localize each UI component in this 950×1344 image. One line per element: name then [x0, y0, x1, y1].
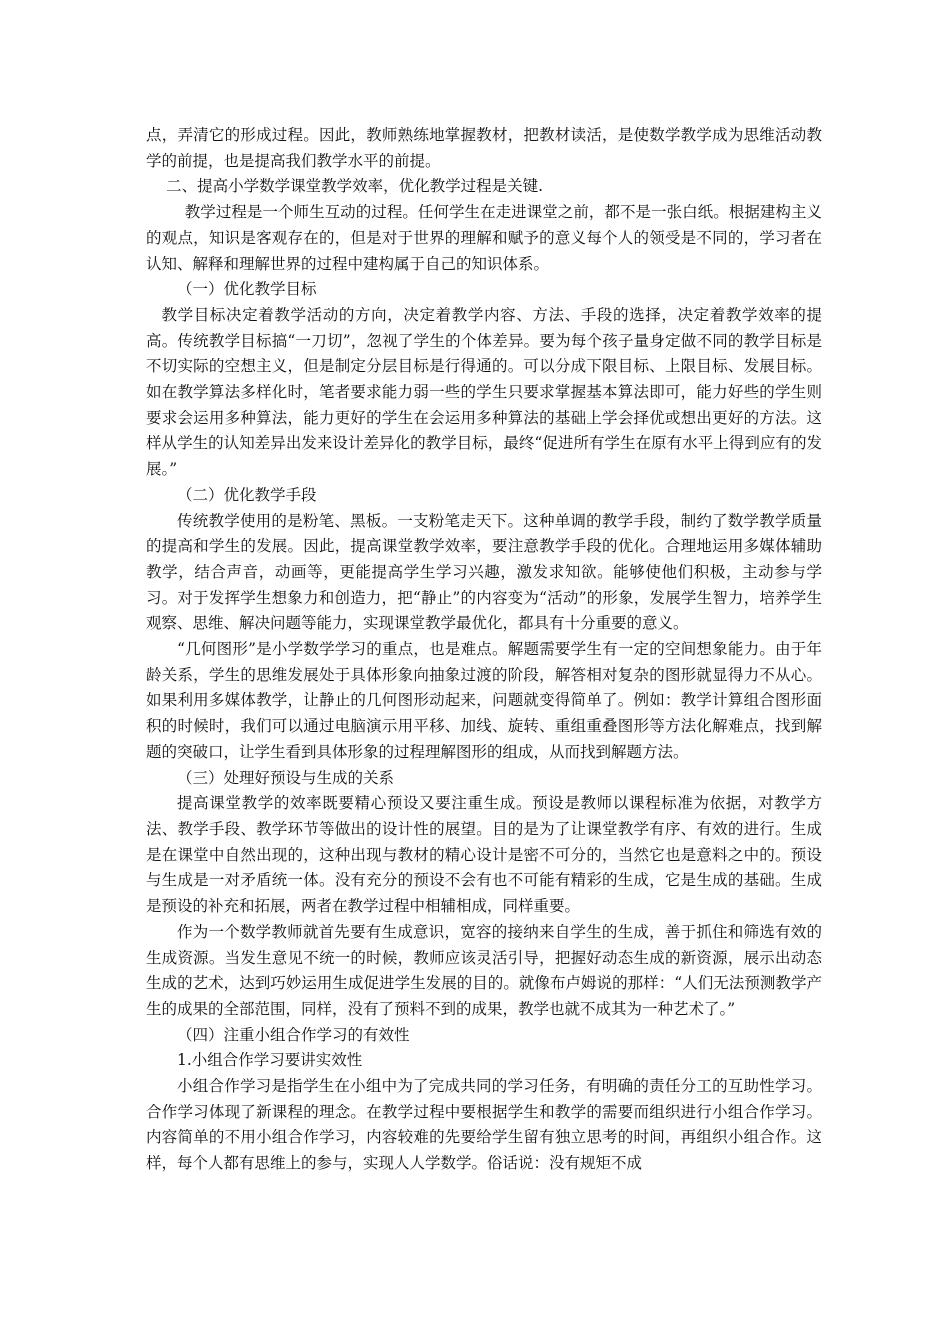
- paragraph-teaching-means: 传统教学使用的是粉笔、黑板。一支粉笔走天下。这种单调的教学手段，制约了数学教学质量的提高和学生的发展。因此，提高课堂教学效率，要注意教学手段的优化。合理地运用多媒体辅助教学，结合声音，动画等，更能提高学生学习兴趣，激发求知欲。能够使他们积极，主动参与学习。对于发挥学生想象力和创造力，把“静止”的内容变为“活动”的形象，发展学生智力，培养学生观察、思维、解决问题等能力，实现课堂教学最优化，都具有十分重要的意义。: [146, 511, 822, 633]
- document-page: [146, 123, 822, 1177]
- paragraph-teaching-process: 教学过程是一个师生互动的过程。任何学生在走进课堂之前，都不是一张白纸。根据建构主义的观点，知识是客观存在的，但是对于世界的理解和赋予的意义每个人的领受是不同的，学习者在认知、解释和理解世界的过程中建构属于自己的知识体系。: [146, 203, 822, 273]
- subheading-effectiveness: 1.小组合作学习要讲实效性: [177, 1051, 363, 1070]
- paragraph-geometry: “几何图形”是小学数学学习的重点，也是难点。解题需要学生有一定的空间想象能力。由于年龄关系，学生的思维发展处于具体形象向抽象过渡的阶段，解答相对复杂的图形就显得力不从心。如果利用多媒体教学，让静止的几何图形动起来，问题就变得简单了。例如：教学计算组合图形面积的时候时，我们可以通过电脑演示用平移、加线、旋转、重组重叠图形等方法化解难点，找到解题的突破口，让学生看到具体形象的过程理解图形的组成，从而找到解题方法。: [146, 640, 822, 761]
- subheading-preset-generation: （三）处理好预设与生成的关系: [177, 768, 395, 787]
- subheading-optimize-goals: （一）优化教学目标: [177, 280, 317, 299]
- paragraph-group-learning: 小组合作学习是指学生在小组中为了完成共同的学习任务，有明确的责任分工的互助性学习。合作学习体现了新课程的理念。在教学过程中要根据学生和教学的需要而组织进行小组合作学习。内容简单的不用小组合作学习，内容较难的先要给学生留有独立思考的时间，再组织小组合作。这样，每个人都有思维上的参与，实现人人学数学。俗话说：没有规矩不成: [146, 1077, 822, 1173]
- subheading-optimize-means: （二）优化教学手段: [177, 485, 317, 504]
- section-heading-2: 二、提高小学数学课堂教学效率，优化教学过程是关键.: [166, 177, 544, 196]
- paragraph-continuation: 点，弄清它的形成过程。因此，教师熟练地掌握教材，把教材读活，是使数学教学成为思维活动教学的前提，也是提高我们教学水平的前提。: [146, 126, 822, 170]
- paragraph-generation-awareness: 作为一个数学教师就首先要有生成意识，宽容的接纳来自学生的生成，善于抓住和筛选有效的生成资源。当发生意见不统一的时候，教师应该灵活引导，把握好动态生成的新资源，展示出动态生成的艺术，达到巧妙运用生成促进学生发展的目的。就像布卢姆说的那样：“人们无法预测教学产生的成果的全部范围，同样，没有了预料不到的成果，教学也就不成其为一种艺术了。”: [146, 922, 822, 1018]
- paragraph-teaching-goals: 教学目标决定着教学活动的方向，决定着教学内容、方法、手段的选择，决定着教学效率的提高。传统教学目标搞“一刀切”，忽视了学生的个体差异。要为每个孩子量身定做不同的教学目标是不切实际的空想主义，但是制定分层目标是行得通的。可以分成下限目标、上限目标、发展目标。如在教学算法多样化时，笔者要求能力弱一些的学生只要求掌握基本算法即可，能力好些的学生则要求会运用多种算法，能力更好的学生在会运用多种算法的基础上学会择优或想出更好的方法。这样从学生的认知差异出发来设计差异化的教学目标，最终“促进所有学生在原有水平上得到应有的发展。”: [146, 305, 822, 479]
- paragraph-preset-generation: 提高课堂教学的效率既要精心预设又要注重生成。预设是教师以课程标准为依据，对教学方法、教学手段、教学环节等做出的设计性的展望。目的是为了让课堂教学有序、有效的进行。生成是在课堂中自然出现的，这种出现与教材的精心设计是密不可分的，当然它也是意料之中的。预设与生成是一对矛盾统一体。没有充分的预设不会有也不可能有精彩的生成，它是生成的基础。生成是预设的补充和拓展，两者在教学过程中相辅相成，同样重要。: [146, 794, 822, 916]
- subheading-group-learning: （四）注重小组合作学习的有效性: [177, 1025, 410, 1044]
